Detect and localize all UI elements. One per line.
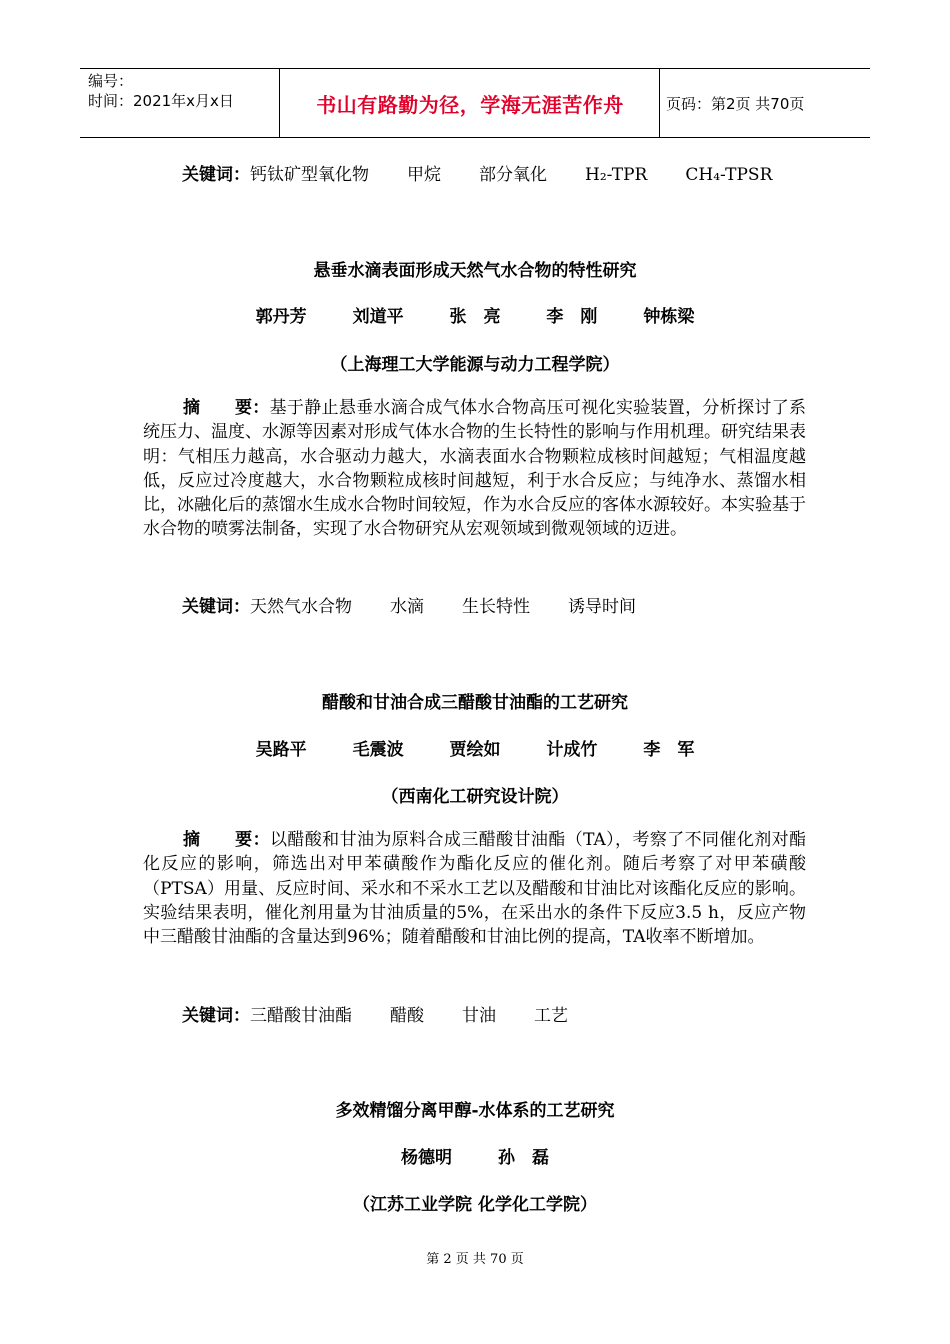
keyword: 生长特性 xyxy=(462,597,530,617)
abstract-text: 基于静止悬垂水滴合成气体水合物高压可视化实验装置，分析探讨了系统压力、温度、水源等因素对形成气体水合物的生长特性的影响与作用机理。研究结果表明：气相压力越高，水合驱动力越大，水滴表面水合物颗粒成核时间越短；气相温度越低，反应过冷度越大，水合物颗粒成核时间越短，利于水合反应；与纯净水、蒸馏水相比，冰融化后的蒸馏水生成水合物时间较短，作为水合反应的客体水源较好。本实验基于水合物的喷雾法制备，实现了水合物研究从宏观领域到微观领域的迈进。 xyxy=(143,398,807,540)
article-title: 悬垂水滴表面形成天然气水合物的特性研究 xyxy=(313,261,637,281)
keywords-label: 关键词： xyxy=(182,1006,250,1026)
article-affiliation: （江苏工业学院 化学化工学院） xyxy=(353,1195,597,1215)
article-authors xyxy=(0,302,950,327)
abstract-text: 以醋酸和甘油为原料合成三醋酸甘油酯（TA），考察了不同催化剂对酯化反应的影响，筛选出对甲苯磺酸作为酯化反应的催化剂。随后考察了对甲苯磺酸（PTSA）用量、反应时间、采水和不采水工艺以及醋酸和甘油比对该酯化反应的影响。实验结果表明，催化剂用量为甘油质量的5%，在采出水的条件下反应3.5 h，反应产物中三醋酸甘油酯的含量达到96%；随着醋酸和甘油比例的提高，TA收率不断增加。 xyxy=(143,830,807,948)
author: 吴路平 xyxy=(255,740,307,760)
keyword: 水滴 xyxy=(390,597,424,617)
article-authors xyxy=(0,735,950,760)
article-authors xyxy=(0,1143,950,1168)
keyword: H₂-TPR xyxy=(585,165,648,185)
article-affiliation: （西南化工研究设计院） xyxy=(381,787,569,807)
keyword: 工艺 xyxy=(534,1006,568,1026)
article-title: 醋酸和甘油合成三醋酸甘油酯的工艺研究 xyxy=(322,693,628,713)
page-footer: 第 2 页 共 70 页 xyxy=(426,1252,524,1267)
header-meta-cell xyxy=(80,69,280,137)
author: 计成竹 xyxy=(546,740,598,760)
keyword: 三醋酸甘油酯 xyxy=(250,1006,352,1026)
author: 李 刚 xyxy=(546,307,598,327)
author: 杨德明 xyxy=(401,1148,453,1168)
author: 孙 磊 xyxy=(497,1148,549,1168)
keyword: 诱导时间 xyxy=(568,597,636,617)
author: 贾绘如 xyxy=(449,740,501,760)
keyword: CH₄-TPSR xyxy=(685,165,773,185)
keyword: 天然气水合物 xyxy=(250,597,352,617)
author: 李 军 xyxy=(643,740,695,760)
author: 郭丹芳 xyxy=(255,307,307,327)
author: 毛震波 xyxy=(352,740,404,760)
date-label: 时间：2021年x月x日 xyxy=(88,92,234,110)
keyword: 甲烷 xyxy=(407,165,441,185)
keyword: 部分氧化 xyxy=(479,165,547,185)
abstract-label: 摘 要： xyxy=(183,398,270,418)
article-title: 多效精馏分离甲醇-水体系的工艺研究 xyxy=(335,1101,615,1121)
keywords-label: 关键词： xyxy=(182,165,250,185)
keywords-line-top xyxy=(182,160,772,185)
author: 刘道平 xyxy=(352,307,404,327)
keyword: 醋酸 xyxy=(390,1006,424,1026)
document-header xyxy=(80,68,870,138)
number-label: 编号： xyxy=(88,72,134,90)
article-abstract xyxy=(143,396,806,542)
article-abstract xyxy=(143,828,806,949)
author: 张 亮 xyxy=(449,307,501,327)
keyword: 甘油 xyxy=(462,1006,496,1026)
author: 钟栋梁 xyxy=(643,307,695,327)
keywords-line xyxy=(182,592,636,617)
header-page-label: 页码：第2页 共70页 xyxy=(666,94,805,113)
keywords-line xyxy=(182,1001,568,1026)
keyword: 钙钛矿型氧化物 xyxy=(250,165,369,185)
abstract-label: 摘 要： xyxy=(183,830,270,850)
keywords-label: 关键词： xyxy=(182,597,250,617)
header-motto: 书山有路勤为径，学海无涯苦作舟 xyxy=(281,69,660,137)
article-affiliation: （上海理工大学能源与动力工程学院） xyxy=(330,355,620,375)
